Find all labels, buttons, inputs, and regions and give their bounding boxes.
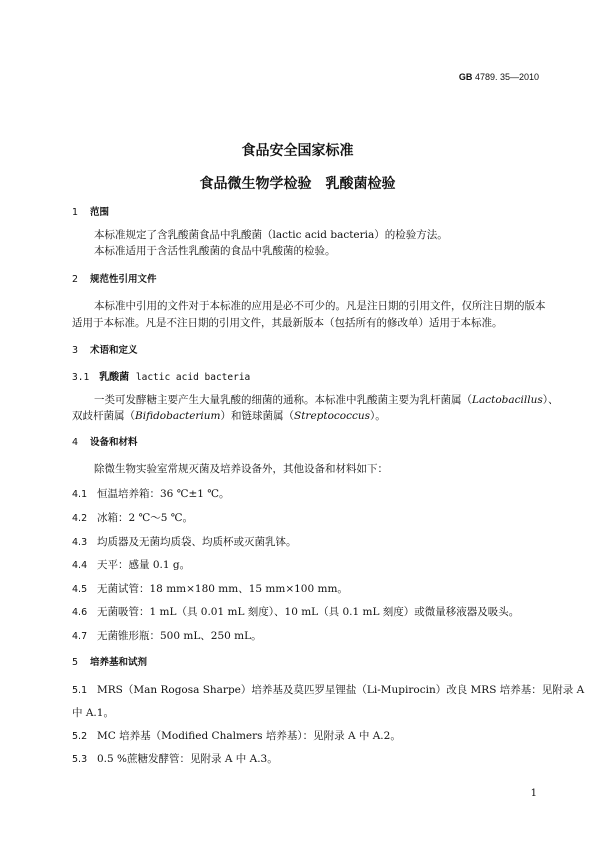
section-title: 培养基和试剂 (90, 657, 148, 668)
sub-number: 3.1 (72, 372, 90, 383)
section-4-heading (72, 436, 138, 450)
section-1-heading (72, 206, 109, 220)
section-title: 范围 (90, 207, 110, 218)
item-number: 4.6 (72, 607, 88, 618)
s2-para-line-2: 适用于本标准。凡是不注日期的引用文件，其最新版本（包括所有的修改单）适用于本标准。 (72, 317, 503, 329)
item-text: MC 培养基（Modified Chalmers 培养基）：见附录 A 中 A.2。 (97, 730, 401, 742)
list-item (72, 729, 401, 744)
text: 双歧杆菌属（ (72, 410, 135, 422)
item-number: 4.3 (72, 537, 88, 548)
item-text: 恒温培养箱：36 ℃±1 ℃。 (97, 488, 230, 500)
list-item (72, 535, 297, 550)
genus-streptococcus: Streptococcus (294, 410, 371, 422)
text: ）、 (542, 394, 559, 406)
s1-para-1: 本标准规定了含乳酸菌食品中乳酸菌（lactic acid bacteria）的检验方法。 (94, 229, 448, 241)
item-number: 5.3 (72, 754, 88, 765)
section-title: 设备和材料 (90, 437, 138, 448)
s1-para-2: 本标准适用于含活性乳酸菌的食品中乳酸菌的检验。 (94, 245, 336, 257)
item-text: 天平：感量 0.1 g。 (97, 559, 191, 571)
doc-title-main: 食品安全国家标准 (241, 143, 354, 159)
item-text: 均质器及无菌均质袋、均质杯或灭菌乳钵。 (97, 536, 297, 548)
list-item (72, 558, 190, 573)
s5-item-1-line-1 (72, 683, 584, 698)
s3-definition-line-1 (94, 393, 559, 407)
header-code: GB (458, 72, 473, 82)
item-text: 无菌试管：18 mm×180 mm、15 mm×100 mm。 (97, 583, 348, 595)
s3-1-heading (72, 370, 250, 385)
s3-definition-line-2 (72, 409, 386, 423)
item-number: 4.7 (72, 631, 88, 642)
section-number: 1 (72, 207, 79, 218)
doc-title-sub: 食品微生物学检验 乳酸菌检验 (199, 176, 396, 192)
genus-lactobacillus: Lactobacillus (472, 394, 543, 406)
list-item (72, 511, 193, 526)
section-2-heading (72, 273, 157, 287)
item-number: 4.1 (72, 489, 88, 500)
item-text: MRS（Man Rogosa Sharpe）培养基及莫匹罗星锂盐（Li-Mupirocin）改良 MRS 培养基：见附录 A (97, 684, 585, 696)
list-item (72, 752, 278, 767)
page-number: 1 (530, 788, 537, 799)
standard-code-header (459, 72, 539, 82)
section-3-heading (72, 344, 138, 358)
list-item (72, 582, 348, 597)
text: ）和链球菌属（ (220, 410, 295, 422)
list-item (72, 629, 262, 644)
section-number: 3 (72, 345, 79, 356)
item-number: 4.4 (72, 560, 88, 571)
s5-item-1-line-2: 中 A.1。 (72, 707, 114, 719)
text: 一类可发酵糖主要产生大量乳酸的细菌的通称。本标准中乳酸菌主要为乳杆菌属（ (94, 394, 472, 406)
section-number: 4 (72, 437, 79, 448)
list-item (72, 605, 519, 620)
header-number: 4789. 35—2010 (474, 72, 539, 82)
item-text: 0.5 %蔗糖发酵管：见附录 A 中 A.3。 (97, 753, 278, 765)
item-number: 4.5 (72, 584, 88, 595)
sub-title: 乳酸菌 (99, 372, 130, 383)
list-item (72, 487, 230, 502)
item-text: 无菌吸管：1 mL（具 0.01 mL 刻度）、10 mL（具 0.1 mL 刻度）或微量移液器及吸头。 (97, 606, 520, 618)
section-number: 2 (72, 274, 79, 285)
item-number: 5.1 (72, 685, 88, 696)
item-text: 无菌锥形瓶：500 mL、250 mL。 (97, 630, 262, 642)
sub-title-en: lactic acid bacteria (135, 372, 251, 383)
item-text: 冰箱：2 ℃～5 ℃。 (97, 512, 194, 524)
s2-para-line-1: 本标准中引用的文件对于本标准的应用是必不可少的。凡是注日期的引用文件，仅所注日期的版本 (94, 300, 546, 312)
section-number: 5 (72, 657, 79, 668)
item-number: 4.2 (72, 513, 88, 524)
text: ）。 (370, 410, 386, 422)
section-title: 规范性引用文件 (90, 274, 157, 285)
item-number: 5.2 (72, 731, 88, 742)
section-title: 术语和定义 (90, 345, 138, 356)
section-5-heading (72, 656, 147, 670)
s4-intro: 除微生物实验室常规灭菌及培养设备外，其他设备和材料如下： (94, 463, 388, 475)
genus-bifidobacterium: Bifidobacterium (135, 410, 221, 422)
